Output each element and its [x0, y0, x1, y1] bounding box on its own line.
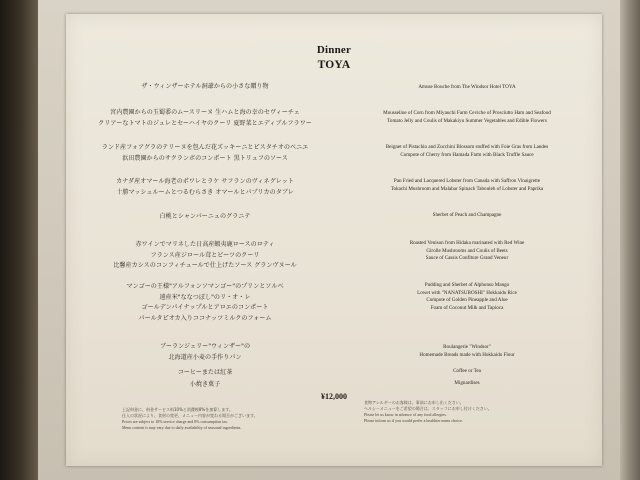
course-line: Boulangerie "Windsor"	[443, 344, 491, 350]
course-line: ランド産フォアグラのテリーヌを包んだ花ズッキーニとピスタチオのベニエ	[101, 144, 309, 151]
course-7-jp	[76, 282, 334, 324]
course-line: Pudding and Sherbet of Alphonso Mango	[424, 282, 510, 288]
course-8-jp	[76, 342, 334, 363]
menu-card	[66, 14, 602, 466]
course-line: Tokachi Mushroom and Malabar Spinach Tabouleh of Lobster and Paprika	[390, 185, 544, 192]
course-7-en	[342, 282, 592, 312]
course-4-en	[342, 178, 592, 193]
course-line: Mousseline of Corn from Miyauchi Farm Ceviche of Prosciutto Ham and Seafood	[383, 110, 551, 116]
course-line: 北海道産小麦の手作りパン	[168, 353, 242, 361]
footnote-left-jp-1: 上記料金に、料金サービス料10%と消費税8%を加算します。	[122, 407, 233, 412]
footnote-left-en-2: Menu content is may vary due to daily availability of seasonal ingredients.	[122, 425, 242, 430]
course-line: Lowet with "NANATSUBOSHI" Hokkaido Rice	[417, 289, 517, 296]
course-line: Coffee or Tea	[453, 368, 481, 374]
course-3-jp	[76, 143, 334, 164]
footnote-right-en-2: Please inform us if you would prefer a healthier menu choice.	[364, 418, 463, 423]
course-5-en	[342, 212, 592, 220]
course-line: Sauce of Cassis Confiture Grand Veneur	[425, 255, 509, 262]
course-line: ブーランジェリー"ウィンザー"の	[159, 343, 251, 350]
course-line: 赤ワインでマリネした日高産蝦夷鹿ロースのロティ	[135, 241, 275, 248]
course-line: Homemade Breads made with Hokkaido Flour	[419, 351, 515, 358]
course-5-jp	[76, 212, 334, 223]
course-2-jp	[76, 108, 334, 129]
course-line: Compote of Golden Pineapple and Aloe	[426, 297, 508, 304]
course-line: Pan Fried and Lacquered Lobster from Canada with Saffron Vinaigrette	[393, 178, 541, 184]
course-line: Tomato Jelly and Coulis of Makakiyu Summer Vegetables and Edible Flowers	[387, 117, 547, 124]
course-line: Foam of Coconut Milk and Tapioca	[430, 304, 504, 311]
course-line: 十勝マッシュルームとつるむらさき オマールとパプリカのタブレ	[116, 188, 294, 196]
course-line: コーヒーまたは紅茶	[177, 369, 233, 376]
course-line: クリアーなトマトのジュレとセーハイヤのクーリ 夏野菜とエディブルフラワー	[98, 119, 312, 127]
course-6-en	[342, 240, 592, 263]
course-10-en	[342, 380, 592, 388]
footnote-right-jp-2: ヘルシーメニューをご希望の場合は、スタッフにお申し付けください。	[364, 406, 492, 411]
footnote-left-jp-2: 仕入の状況により、食材の変更、メニュー内容が変わる場合がございます。	[122, 413, 258, 418]
footnote-right-en-1: Please let us know in advance of any food allergies.	[364, 412, 447, 417]
course-line: 宮内農園からの玉蜀黍のムースリーヌ 生ハムと海の幸のセヴィーチェ	[110, 109, 300, 116]
course-line: Mignardises	[454, 380, 480, 386]
course-line: Roasted Venison from Hidaka marinated with Red Wine	[409, 240, 525, 246]
course-line: フランス産ジロール茸とビーツのクーリ	[150, 251, 260, 259]
menu-title-dinner: Dinner	[316, 44, 352, 56]
course-line: 小焼き菓子	[189, 381, 221, 388]
course-line: ザ・ウィンザーホテル洞爺からの小さな贈り物	[141, 83, 269, 90]
course-6-jp	[76, 240, 334, 272]
course-line: 比馨産カシスのコンフィチュールで仕上げたソース グランヴヌール	[113, 262, 297, 269]
course-line: 浜田農園からのサクランボのコンポート 黒トリュフのソース	[122, 154, 288, 162]
course-line: Beignet of Pistachio and Zucchini Blossom stuffed with Foie Gras from Landes	[385, 144, 549, 150]
course-1-en	[342, 84, 592, 92]
course-line: Girolle Mushrooms and Coulis of Beets	[426, 247, 508, 254]
course-9-jp	[76, 368, 334, 379]
course-line: パールタピオカ入りココナッツミルクのフォーム	[138, 314, 272, 322]
course-line: Sherbet of Peach and Champagne	[432, 212, 502, 218]
course-line: カナダ産オマール海老のポワレとラケ サフランのヴィネグレット	[116, 178, 294, 185]
course-line: 白桃とシャンパーニュのグラニテ	[159, 213, 251, 220]
footnote-right-jp-1: 食物アレルギーのお客様は、事前にお申し出ください。	[364, 400, 464, 405]
menu-price: ¥12,000	[321, 392, 347, 401]
course-9-en	[342, 368, 592, 376]
course-4-jp	[76, 177, 334, 198]
course-8-en	[342, 344, 592, 359]
footnote-left-en-1: Prices are subject to 10% service charge and 8% consumption tax.	[122, 419, 229, 424]
course-line: Compote of Cherry from Hamada Farm with Black Truffle Sauce	[400, 151, 534, 158]
course-line: 遠産米"ななつぼし"のリ・オ・レ	[159, 293, 251, 301]
course-line: ゴールデンパイナップルとアロエのコンポート	[141, 304, 269, 311]
course-1-jp	[76, 82, 334, 93]
course-2-en	[342, 110, 592, 125]
menu-title-toya: TOYA	[317, 59, 351, 71]
course-line: Amuse Bouche from The Windsor Hotel TOYA	[418, 84, 516, 90]
course-10-jp	[76, 380, 334, 391]
frame-right-edge	[620, 0, 640, 480]
course-line: マンゴーの王様"アルフォンソマンゴー"のプリンとソルベ	[126, 283, 284, 290]
course-3-en	[342, 144, 592, 159]
